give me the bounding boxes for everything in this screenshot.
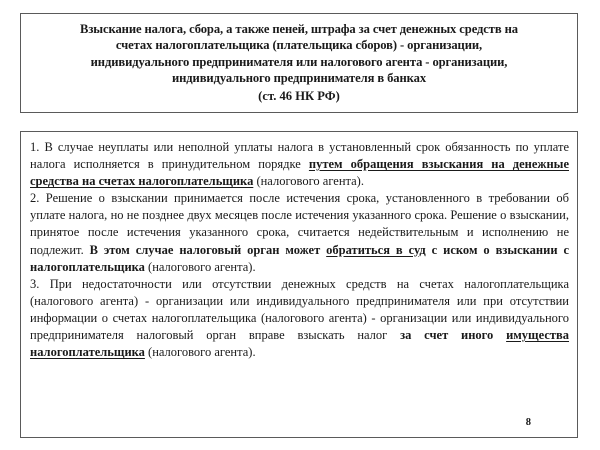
paragraph-3 — [30, 276, 569, 361]
text-run-1: 2. Решение о взыскании принимается после истечения срока, установленного в требовании об уплате налога, но не позднее двух месяцев после истечения указанного срока. Решение о взыскании, принятое после истечения указанного срока, считается недействительным и исполнению не подлежит. — [30, 191, 569, 257]
text-run-5: (налогового агента). — [144, 259, 256, 274]
text-run-3: имущества налогоплательщика — [30, 328, 570, 360]
paragraph-1 — [30, 139, 569, 190]
body-box — [20, 131, 578, 438]
title-line-2: счетах налогоплательщика (плательщика сборов) - организации, — [115, 38, 483, 53]
page-number: 8 — [525, 416, 531, 428]
title-article-reference: (ст. 46 НК РФ) — [258, 88, 340, 103]
text-run-1: 1. В случае неуплаты или неполной уплаты налога в установленный срок обязанность по уплате налога исполняется в принудительном порядке — [30, 140, 569, 172]
text-run-2: за счет иного — [400, 328, 507, 343]
text-run-4: с иском о взыскании с налогоплательщика — [30, 242, 569, 274]
title-box — [20, 13, 578, 113]
text-run-3: (налогового агента). — [253, 174, 364, 189]
text-run-2: В этом случае налоговый орган может — [89, 242, 327, 257]
text-run-4: (налогового агента). — [144, 345, 256, 360]
text-run-2: путем обращения взыскания на денежные средства на счетах налогоплательщика — [30, 157, 569, 189]
paragraph-2 — [30, 190, 569, 275]
text-run-1: 3. При недостаточности или отсутствии денежных средств на счетах налогоплательщика (налогового агента) - организации или индивидуального предпринимателя или при отсутствии информации о счетах налогоплательщика (налогового агента) - организации или индивидуального предпринимателя налоговый орган вправе взыскать налог — [30, 276, 569, 343]
text-run-3: обратиться в суд — [326, 242, 426, 257]
title-line-1: Взыскание налога, сбора, а также пеней, штрафа за счет денежных средств на — [80, 21, 518, 36]
title-line-3: индивидуального предпринимателя или налогового агента - организации, — [90, 54, 508, 69]
title-line-4: индивидуального предпринимателя в банках — [171, 71, 427, 86]
